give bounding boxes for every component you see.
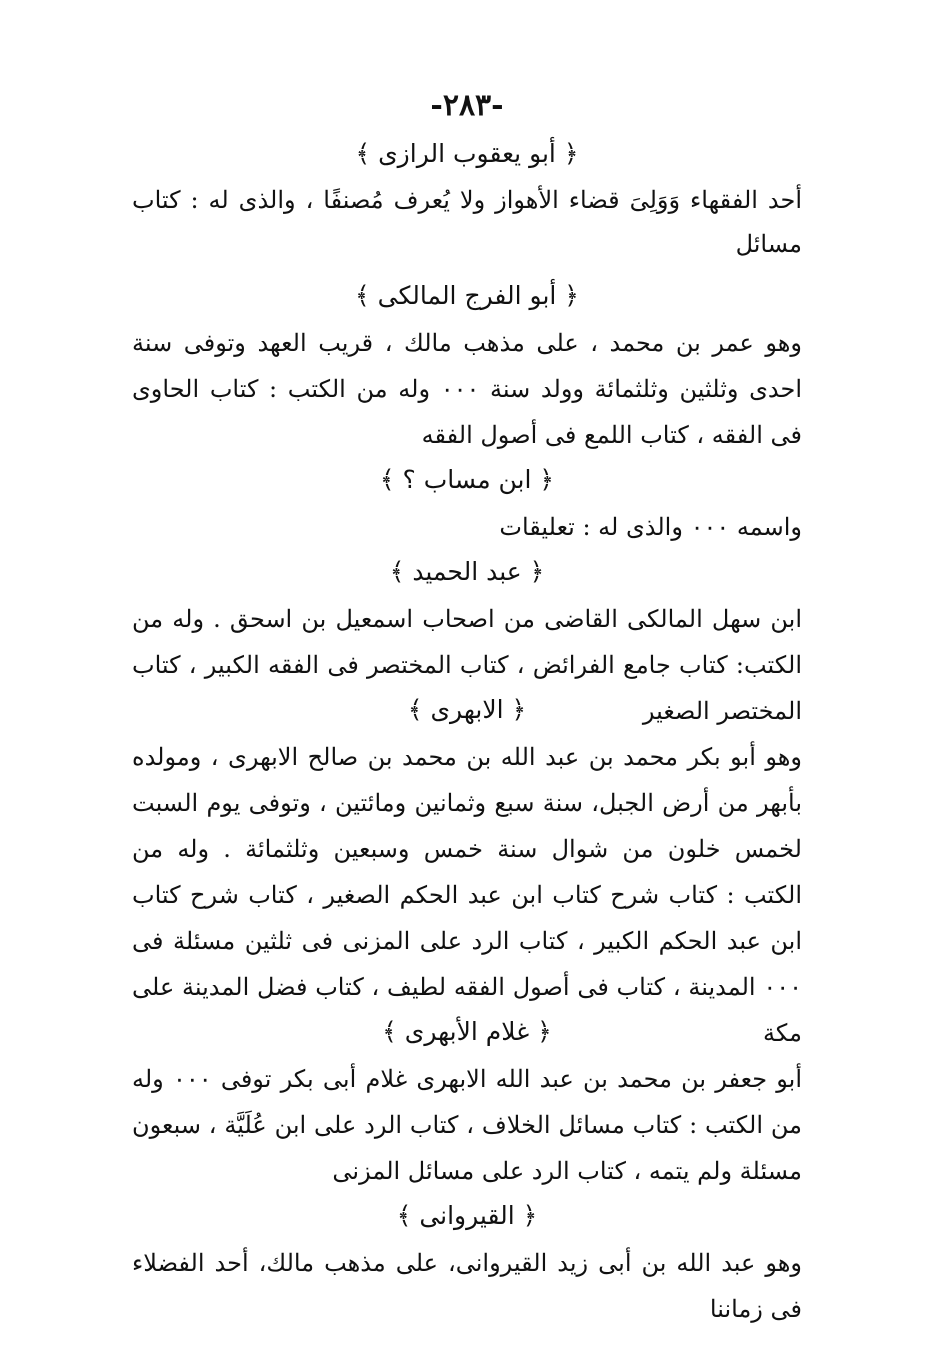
page-number: -٢٨٣- xyxy=(430,88,504,123)
entry-text: وهو أبو بكر محمد بن عبد الله بن محمد بن صالح الابهرى ، ومولده بأبهر من أرض الجبل، سنة سبع وثمانين ومائتين ، وتوفى يوم السبت لخمس خلون من شوال سنة خمس وسبعين وثلثمائة . وله من الكتب : كتاب شرح كتاب ابن عبد الحكم الصغير ، كتاب شرح كتاب ابن عبد الحكم الكبير ، كتاب الرد على المزنى فى ثلثين مسئلة فى ٠٠٠ المدينة ، كتاب فى أصول الفقه لطيف ، كتاب فضل المدينة على مكة xyxy=(132,743,802,1047)
entry-heading: ﴿ القيروانى ﴾ xyxy=(396,1201,538,1230)
entry-text: وهو عبد الله بن أبى زيد القيروانى، على مذهب مالك، أحد الفضلاء فى زماننا xyxy=(132,1249,802,1323)
entry-text: واسمه ٠٠٠ والذى له : تعليقات xyxy=(499,513,802,541)
entry-text: وهو عمر بن محمد ، على مذهب مالك ، قريب العهد وتوفى سنة احدى وثلثين وثلثمائة وولد سنة ٠٠٠ وله من الكتب : كتاب الحاوى فى الفقه ، كتاب اللمع فى أصول الفقه xyxy=(132,329,803,449)
entry-heading: ﴿ غلام الأبهرى ﴾ xyxy=(382,1017,552,1046)
entry-abu-yaqub-al-razi xyxy=(132,132,802,272)
entry-ibn-masab xyxy=(132,458,802,550)
entry-heading: ﴿ أبو يعقوب الرازى ﴾ xyxy=(355,139,579,168)
entry-heading: ﴿ ابن مساب ؟ ﴾ xyxy=(379,465,555,494)
entry-ghulam-al-abhari xyxy=(132,1010,802,1194)
entry-heading: ﴿ أبو الفرج المالكى ﴾ xyxy=(355,281,579,310)
entry-abu-al-faraj-al-maliki xyxy=(132,274,802,458)
entry-al-qayrawani xyxy=(132,1194,802,1323)
entry-heading: ﴿ عبد الحميد ﴾ xyxy=(389,557,545,586)
entry-text: ابن سهل المالكى القاضى من اصحاب اسمعيل بن اسحق . وله من الكتب: كتاب جامع الفرائض ، كتاب المختصر فى الفقه الكبير ، كتاب المختصر الصغير xyxy=(132,605,802,725)
entry-heading: ﴿ الابهرى ﴾ xyxy=(407,695,527,724)
entry-text: أحد الفقهاء وَوَلِىَ قضاء الأهواز ولا يُعرف مُصنفًا ، والذى له : كتاب مسائل xyxy=(132,186,802,258)
entry-text: أبو جعفر بن محمد بن عبد الله الابهرى غلام أبى بكر توفى ٠٠٠ وله من الكتب : كتاب مسائل الخلاف ، كتاب الرد على ابن عُلَيَّة ، سبعون مسئلة ولم يتمه ، كتاب الرد على مسائل المزنى xyxy=(132,1065,803,1185)
